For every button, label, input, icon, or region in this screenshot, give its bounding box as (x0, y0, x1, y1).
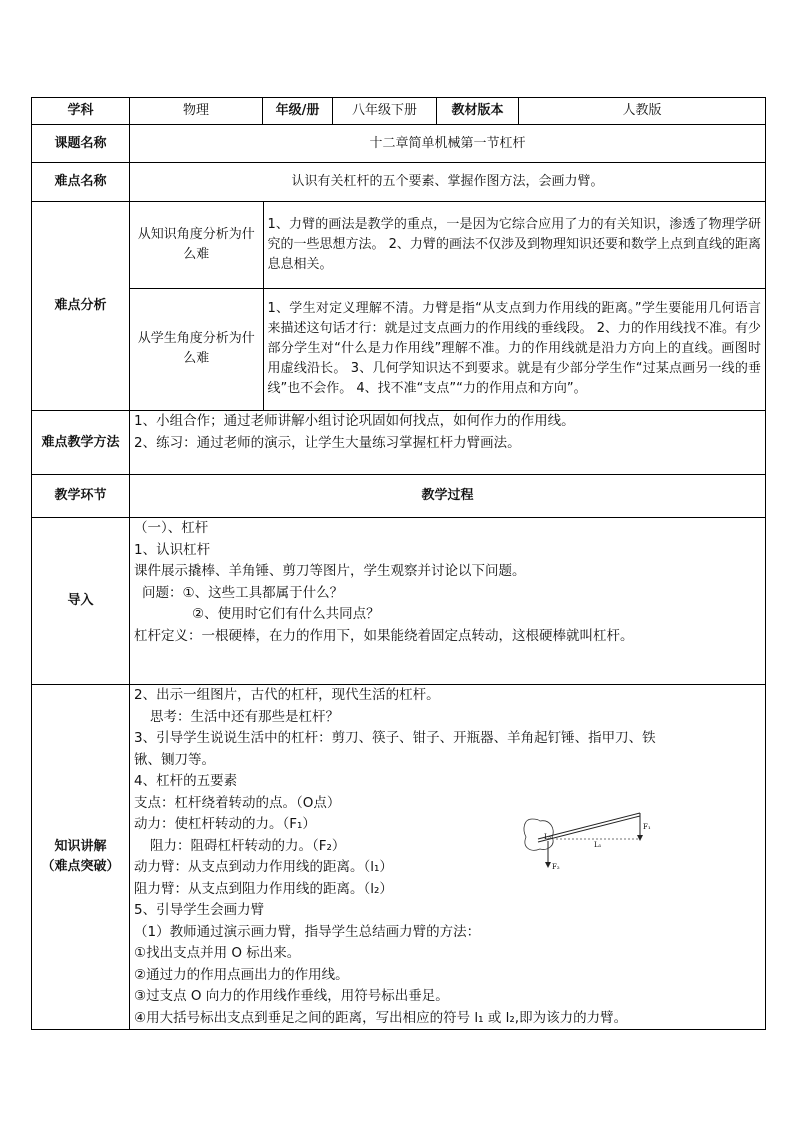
intro-line: （一）、杠杆 (134, 520, 209, 536)
intro-line: 问题：①、这些工具都属于什么？ (142, 584, 344, 601)
process-header-row (32, 475, 766, 518)
knowledge-line: ①找出支点并用 O 标出来。 (134, 945, 301, 961)
intro-line: 1、认识杠杆 (134, 541, 211, 558)
intro-content (130, 518, 766, 685)
knowledge-line: 支点：杠杆绕着转动的点。（O点） (134, 794, 341, 811)
knowledge-line: 4、杠杆的五要素 (134, 773, 238, 789)
lever-diagram (516, 807, 664, 877)
difficulty-label: 难点名称 (32, 163, 130, 202)
stage-label: 教学环节 (32, 475, 130, 518)
knowledge-line: 锹、铡刀等。 (134, 751, 215, 768)
student-angle-label: 从学生角度分析为什么难 (130, 288, 263, 410)
grade-value: 八年级下册 (333, 98, 437, 125)
knowledge-line: 思考：生活中还有那些是杠杆？ (150, 708, 339, 725)
topic-value: 十二章简单机械第一节杠杆 (130, 125, 766, 163)
intro-line: 杠杆定义：一根硬棒，在力的作用下，如果能绕着固定点转动，这根硬棒就叫杠杆。 (134, 627, 634, 644)
knowledge-line: ②通过力的作用点画出力的作用线。 (134, 966, 349, 983)
knowledge-line: 阻力臂：从支点到阻力作用线的距离。（l₂） (134, 880, 393, 897)
edition-value: 人教版 (519, 98, 766, 125)
knowledge-label (32, 685, 130, 1030)
knowledge-angle-text: 1、力臂的画法是教学的重点，一是因为它综合应用了力的有关知识，渗透了物理学研究的一些思想方法。 2、力臂的画法不仅涉及到物理知识还要和数学上点到直线的距离息息相关。 (263, 202, 765, 288)
knowledge-line: 动力臂：从支点到动力作用线的距离。（l₁） (134, 859, 393, 875)
student-angle-text: 1、学生对定义理解不清。力臂是指“从支点到力作用线的距离。”学生要能用几何语言来描述这句话才行：就是过支点画力的作用线的垂线段。 2、力的作用线找不准。有少部分学生对“什么是力作用线”理解不准。力的作用线就是沿力方向上的直线。画图时用虚线沿长。 3、几何学知识达不到要求。就是有少部分学生作“过某点画另一线的垂线”也不会作。 4、找不准“支点”“力的作用点和方向”。 (263, 288, 765, 410)
label-f1: F₁ (643, 823, 651, 831)
label-l2: L₂ (544, 833, 552, 841)
method-content (130, 411, 766, 475)
subject-value: 物理 (130, 98, 263, 125)
intro-line: 课件展示撬棒、羊角锤、剪刀等图片，学生观察并讨论以下问题。 (134, 563, 526, 579)
knowledge-line: ③过支点 O 向力的作用线作垂线，用符号标出垂足。 (134, 988, 449, 1004)
knowledge-line: （1）教师通过演示画力臂，指导学生总结画力臂的方法： (134, 923, 481, 940)
knowledge-line: 2、出示一组图片，古代的杠杆，现代生活的杠杆。 (134, 687, 440, 703)
method-line: 2、练习：通过老师的演示，让学生大量练习掌握杠杆力臂画法。 (134, 434, 521, 451)
arrow-icon (637, 835, 643, 841)
analysis-row (32, 202, 766, 411)
edition-label: 教材版本 (437, 98, 519, 125)
knowledge-line: 3、引导学生说说生活中的杠杆：剪刀、筷子、钳子、开瓶器、羊角起钉锤、指甲刀、铁 (134, 730, 656, 746)
topic-label: 课题名称 (32, 125, 130, 163)
analysis-subtable (130, 202, 765, 410)
topic-row (32, 125, 766, 163)
header-row (32, 98, 766, 125)
knowledge-label-line: （难点突破） (41, 859, 120, 874)
knowledge-line: ④用大括号标出支点到垂足之间的距离，写出相应的符号 l₁ 或 l₂,即为该力的力臂。 (134, 1009, 628, 1026)
intro-line: ②、使用时它们有什么共同点？ (192, 606, 380, 622)
difficulty-value: 认识有关杠杆的五个要素、掌握作图方法，会画力臂。 (130, 163, 766, 202)
subject-label: 学科 (32, 98, 130, 125)
label-f2: F₂ (552, 863, 560, 871)
lever-bar (538, 813, 640, 839)
difficulty-row (32, 163, 766, 202)
grade-label: 年级/册 (263, 98, 333, 125)
knowledge-content (130, 685, 766, 1030)
method-row (32, 411, 766, 475)
knowledge-label-line: 知识讲解 (54, 839, 107, 854)
intro-row (32, 518, 766, 685)
lesson-plan-table (31, 97, 766, 1030)
analysis-label: 难点分析 (32, 202, 130, 411)
intro-label: 导入 (32, 518, 130, 685)
method-label: 难点教学方法 (32, 411, 130, 475)
knowledge-line: 5、引导学生会画力臂 (134, 902, 265, 918)
label-l1: L₁ (594, 841, 602, 849)
arrow-icon (545, 862, 551, 868)
process-label: 教学过程 (130, 475, 766, 518)
method-line: 1、小组合作；通过老师讲解小组讨论巩固如何找点，如何作力的作用线。 (134, 413, 575, 429)
knowledge-line: 动力：使杠杆转动的力。（F₁） (134, 816, 316, 832)
analysis-cell (130, 202, 766, 411)
knowledge-line: 阻力：阻碍杠杆转动的力。（F₂） (150, 837, 346, 854)
knowledge-angle-label: 从知识角度分析为什么难 (130, 202, 263, 288)
